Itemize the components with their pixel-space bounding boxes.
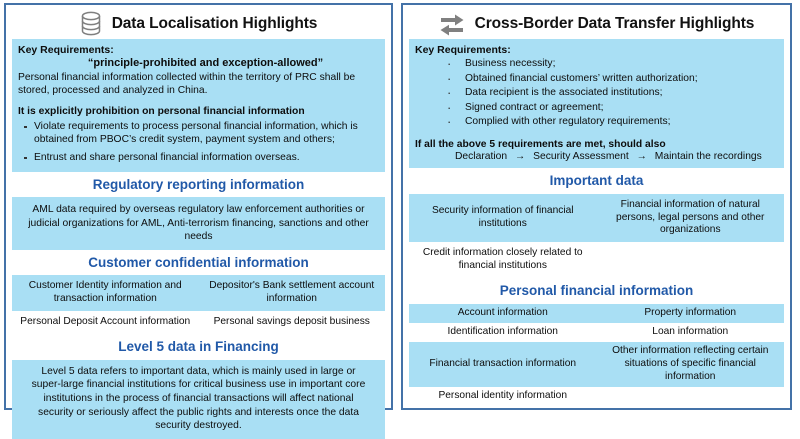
personal-financial-information-table	[409, 304, 784, 406]
table-cell: Identification information	[409, 323, 597, 342]
database-icon	[80, 11, 102, 37]
customer-confidential-table	[12, 275, 385, 334]
table-cell: Account information	[409, 304, 597, 323]
requirements-met-note: If all the above 5 requirements are met, should also	[415, 139, 666, 151]
table-row	[409, 242, 784, 278]
left-key-requirements-paragraph: Personal financial information collected within the territory of PRC shall be stored, processed and analyzed in China.	[18, 72, 356, 97]
table-row	[12, 275, 385, 311]
table-row	[409, 304, 784, 323]
section-heading-level-5-data: Level 5 data in Financing	[118, 339, 279, 355]
level-5-data-paragraph: Level 5 data refers to important data, which is mainly used in large or super-large financial institutions for critical business use in important core institutions in the process of financial transactions will affect national security or seriously affect the public rights and interests once the data security destroyed.	[12, 360, 385, 439]
table-cell: Personal identity information	[409, 387, 597, 406]
left-panel-title: Data Localisation Highlights	[111, 15, 318, 32]
list-item: · Business necessity;	[415, 57, 778, 72]
list-item: Violate requirements to process personal financial information, which is obtained from PBOC’s credit system, payment system and others;	[18, 120, 379, 146]
flow-step-declaration: Declaration	[455, 151, 508, 163]
table-row	[409, 194, 784, 243]
flow-step-maintain-recordings: Maintain the recordings	[654, 151, 762, 163]
list-item: · Data recipient is the associated institutions;	[415, 86, 778, 101]
left-panel-header	[12, 9, 385, 39]
table-row	[409, 342, 784, 387]
table-cell	[597, 242, 785, 278]
table-cell: Customer Identity information and transaction information	[12, 275, 199, 311]
regulatory-reporting-paragraph: AML data required by overseas regulatory law enforcement authorities or judicial organizations for AML, Anti-terrorism financing, sanctions and other needs	[12, 197, 385, 250]
left-prohibition-bullet-list	[18, 120, 379, 165]
left-key-requirements-heading: Key Requirements:	[18, 44, 114, 56]
right-panel-title: Cross-Border Data Transfer Highlights	[474, 15, 755, 32]
table-cell: Financial transaction information	[409, 342, 597, 387]
left-key-requirements-quote: “principle-prohibited and exception-allowed”	[87, 57, 324, 69]
table-cell: Personal Deposit Account information	[12, 311, 199, 334]
section-heading-customer-confidential: Customer confidential information	[88, 254, 309, 270]
table-cell: Other information reflecting certain situations of specific financial information	[597, 342, 785, 387]
arrow-right-icon: →	[636, 151, 647, 163]
list-item: Entrust and share personal financial information overseas.	[18, 151, 379, 164]
table-cell: Financial information of natural persons, legal persons and other organizations	[597, 194, 785, 243]
section-heading-important-data: Important data	[549, 173, 644, 189]
table-row	[409, 387, 784, 406]
data-transfer-arrows-icon	[439, 12, 465, 36]
panel-data-localisation	[4, 3, 393, 432]
panel-cross-border-transfer	[401, 3, 792, 410]
table-cell	[597, 387, 785, 406]
right-key-requirements-block	[409, 39, 784, 168]
right-key-requirements-heading: Key Requirements:	[415, 44, 511, 56]
table-row	[409, 323, 784, 342]
table-cell: Loan information	[597, 323, 785, 342]
table-cell: Property information	[597, 304, 785, 323]
flow-step-security-assessment: Security Assessment	[533, 151, 629, 163]
compliance-flow	[455, 151, 778, 162]
table-row	[12, 311, 385, 334]
list-item: · Complied with other regulatory requirements;	[415, 115, 778, 130]
section-heading-regulatory-reporting: Regulatory reporting information	[92, 176, 305, 192]
left-key-requirements-block	[12, 39, 385, 172]
important-data-table	[409, 194, 784, 279]
right-panel-header	[409, 9, 784, 39]
table-cell: Depositor's Bank settlement account information	[199, 275, 386, 311]
arrow-right-icon: →	[514, 151, 526, 163]
table-cell: Personal savings deposit business	[199, 311, 386, 334]
list-item: · Obtained financial customers’ written authorization;	[415, 72, 778, 87]
table-cell: Security information of financial institutions	[409, 194, 597, 243]
left-prohibition-subheading: It is explicitly prohibition on personal financial information	[18, 106, 305, 118]
right-key-requirements-bullet-list	[415, 57, 778, 130]
section-heading-personal-financial-information: Personal financial information	[499, 283, 694, 299]
table-cell: Credit information closely related to financial institutions	[409, 242, 597, 278]
list-item: · Signed contract or agreement;	[415, 101, 778, 116]
